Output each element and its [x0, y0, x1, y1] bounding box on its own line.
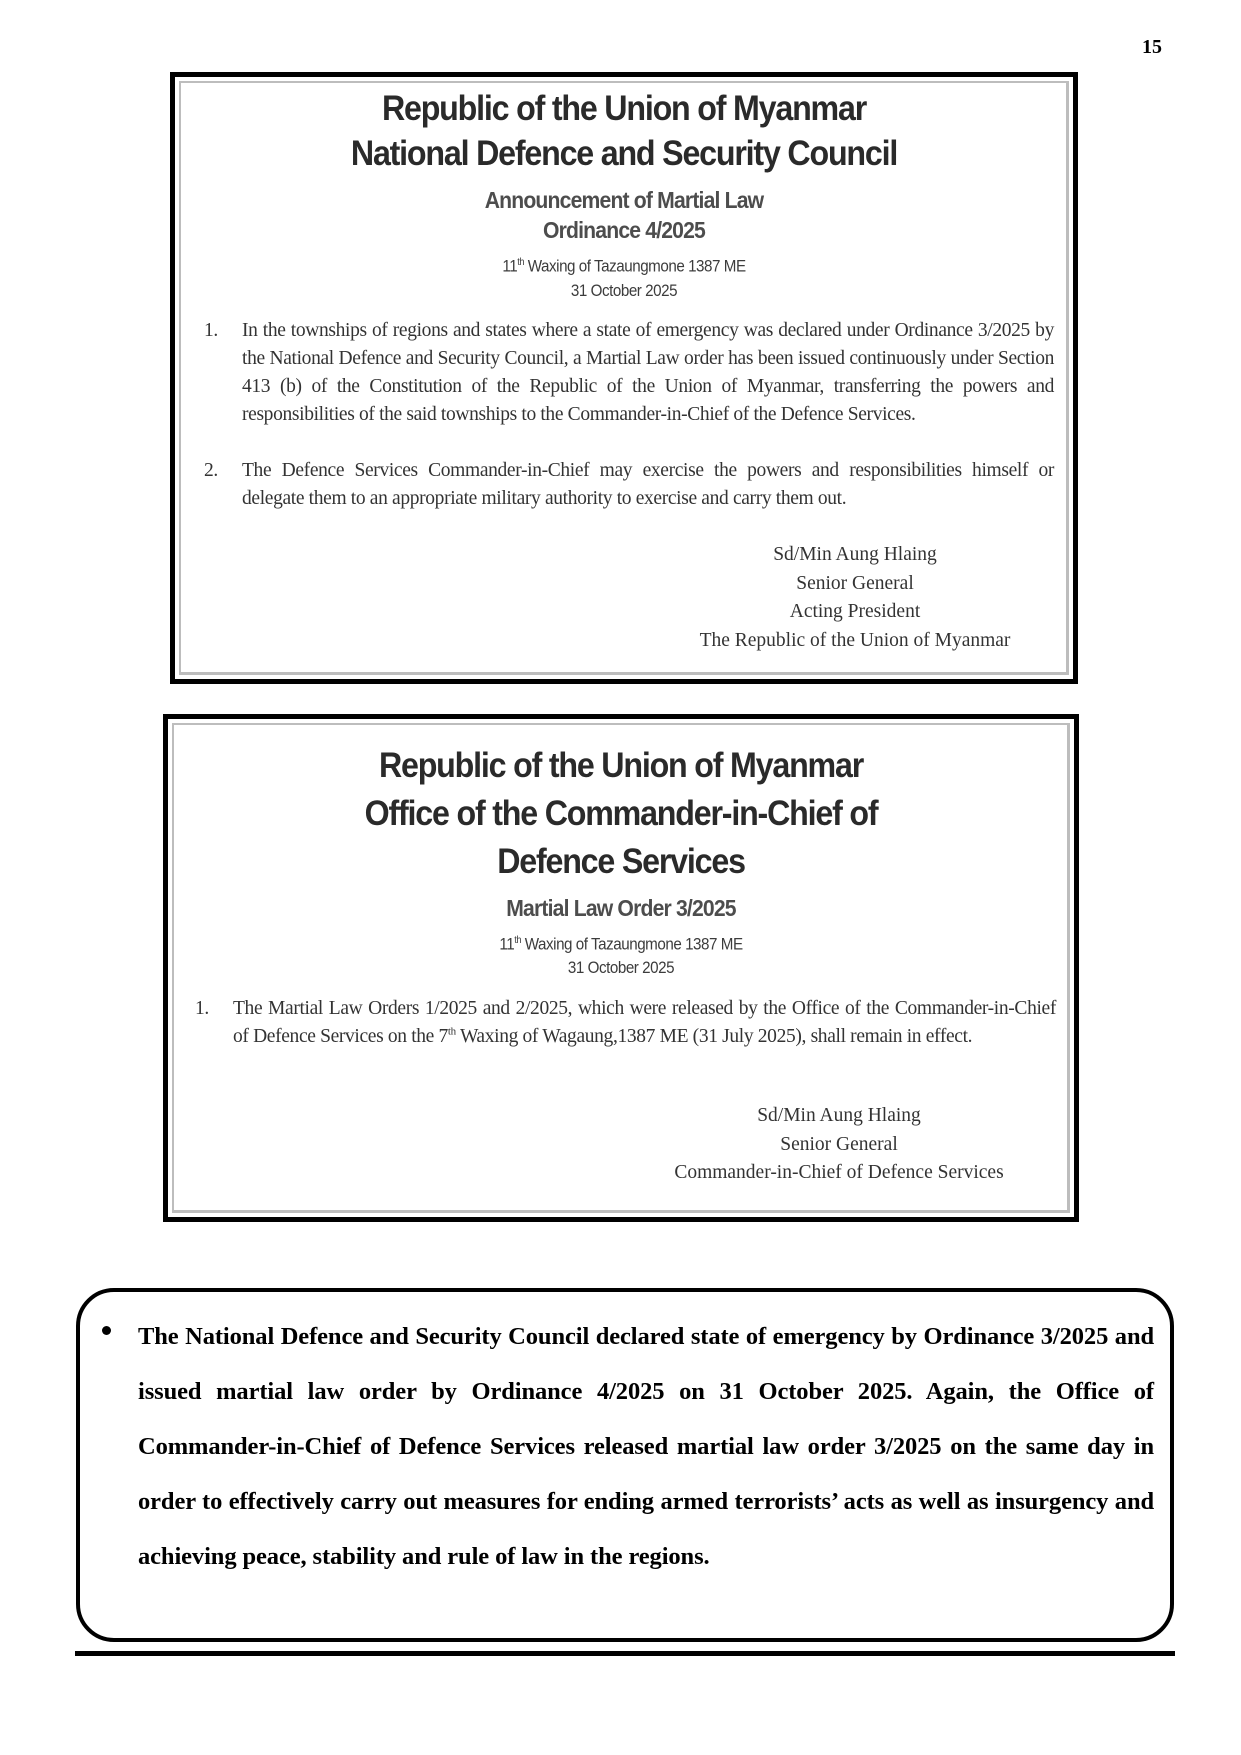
- signature-block: [624, 1102, 1054, 1188]
- announcement-date-gregorian: 31 October 2025: [570, 282, 678, 300]
- bullet-icon: [102, 1326, 111, 1335]
- signatory-position: Commander-in-Chief of Defence Services: [674, 1162, 1004, 1183]
- announcement-item-1: [204, 317, 1054, 429]
- signatory-name: Sd/Min Aung Hlaing: [757, 1105, 921, 1126]
- order-title-line2: Office of the Commander-in-Chief of: [364, 794, 878, 833]
- summary-box: [76, 1288, 1174, 1642]
- signatory-rank: Senior General: [796, 572, 914, 594]
- signature-block: [655, 541, 1055, 655]
- item-number: 1.: [195, 998, 209, 1019]
- signatory-position: Acting President: [789, 601, 921, 622]
- signatory-name: Sd/Min Aung Hlaing: [773, 544, 937, 565]
- announcement-subtitle-line2: Ordinance 4/2025: [542, 217, 706, 243]
- announcement-item-2: [204, 457, 1054, 513]
- order-item-1: [195, 995, 1056, 1051]
- announcement-title-line2: National Defence and Security Council: [350, 134, 898, 173]
- item-text: The Martial Law Orders 1/2025 and 2/2025, which were released by the Office of the Commander-in-Chief of Defence Services on the 7th Waxing of Wagaung,1387 ME (31 July 2025), shall remain in effect.: [233, 998, 1056, 1047]
- item-text: In the townships of regions and states where a state of emergency was declared under Ordinance 3/2025 by the National Defence and Security Council, a Martial Law order has been issued continuously under Section 413 (b) of the Constitution of the Republic of the Union of Myanmar, transferring the powers and responsibilities of the said townships to the Commander-in-Chief of the Defence Services.: [242, 320, 1054, 425]
- order-date-myanmar: 11th Waxing of Tazaungmone 1387 ME: [499, 935, 743, 954]
- announcement-title-line1: Republic of the Union of Myanmar: [381, 89, 867, 128]
- footer-divider: [75, 1651, 1175, 1656]
- item-number: 1.: [204, 320, 218, 341]
- order-date-gregorian: 31 October 2025: [567, 959, 675, 977]
- announcement-date-myanmar: 11th Waxing of Tazaungmone 1387 ME: [502, 257, 746, 276]
- signatory-organization: The Republic of the Union of Myanmar: [699, 629, 1011, 651]
- announcement-martial-law-ordinance: [170, 72, 1078, 684]
- item-text: The Defence Services Commander-in-Chief may exercise the powers and responsibilities himself or delegate them to an appropriate military authority to exercise and carry them out.: [242, 460, 1054, 509]
- page-number: 15: [1142, 36, 1162, 58]
- item-number: 2.: [204, 460, 218, 481]
- announcement-subtitle-line1: Announcement of Martial Law: [484, 187, 764, 213]
- order-title-line1: Republic of the Union of Myanmar: [378, 746, 864, 785]
- signatory-rank: Senior General: [780, 1133, 898, 1155]
- martial-law-order: [163, 714, 1079, 1222]
- order-title-line3: Defence Services: [497, 842, 745, 881]
- summary-text: The National Defence and Security Council declared state of emergency by Ordinance 3/2025 and issued martial law order by Ordinance 4/2025 on 31 October 2025. Again, the Office of Commander-in-Chief of Defence Services released martial law order 3/2025 on the same day in order to effectively carry out measures for ending armed terrorists’ acts as well as insurgency and achieving peace, stability and rule of law in the regions.: [138, 1323, 1154, 1570]
- order-subtitle: Martial Law Order 3/2025: [506, 895, 736, 921]
